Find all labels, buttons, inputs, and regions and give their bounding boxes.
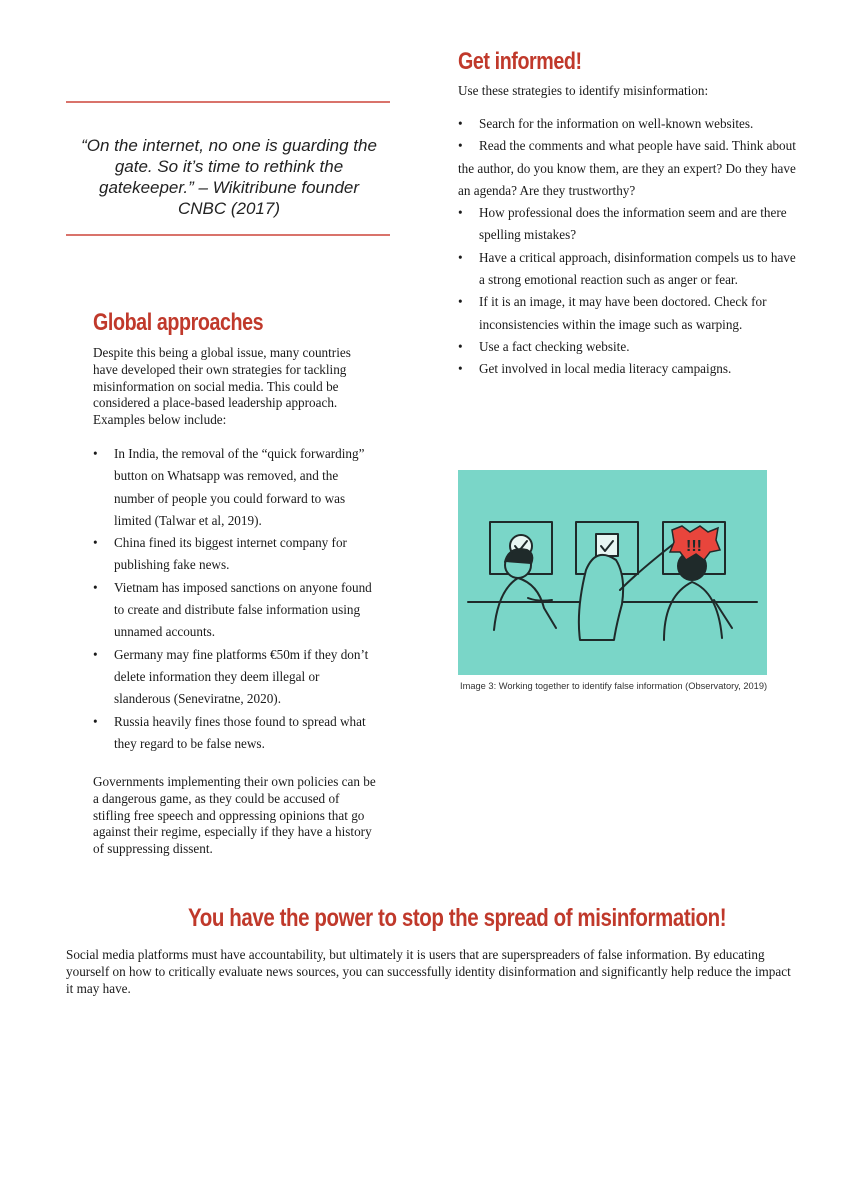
global-approaches-list: [93, 443, 378, 755]
list-item: • If it is an image, it may have been doctored. Check for inconsistencies within the image such as warping.: [458, 291, 798, 336]
person-left-body: [494, 578, 556, 630]
list-item: • Russia heavily fines those found to spread what they regard to be false news.: [93, 711, 378, 756]
list-item: • Use a fact checking website.: [458, 336, 798, 358]
get-informed-intro: Use these strategies to identify misinformation:: [458, 83, 709, 98]
global-approaches-heading: Global approaches: [93, 309, 264, 336]
list-item: [458, 135, 798, 202]
power-heading: You have the power to stop the spread of misinformation!: [188, 904, 727, 932]
get-informed-list: [458, 113, 798, 381]
list-item: • Germany may fine platforms €50m if they don’t delete information they deem illegal or slanderous (Seneviratne, 2020).: [93, 644, 378, 711]
list-item: • How professional does the information seem and are there spelling mistakes?: [458, 202, 798, 247]
list-item: • In India, the removal of the “quick forwarding” button on Whatsapp was removed, and the number of people you could forward to was limited (Talwar et al, 2019).: [93, 443, 378, 532]
list-item-text: Read the comments and what people have said. Think about the author, do you know them, are they an expert? Do they have an agenda? Are they trustworthy?: [458, 138, 796, 198]
list-item: • Vietnam has imposed sanctions on anyone found to create and distribute false information using unnamed accounts.: [93, 577, 378, 644]
list-item: • Search for the information on well-known websites.: [458, 113, 798, 135]
list-item: • China fined its biggest internet company for publishing fake news.: [93, 532, 378, 577]
pull-quote: “On the internet, no one is guarding the gate. So it’s time to rethink the gatekeeper.” – Wikitribune founder CNBC (2017): [81, 136, 377, 218]
illustration-drawing: [458, 470, 767, 675]
quote-top-rule: [66, 101, 390, 103]
list-item: • Have a critical approach, disinformation compels us to have a strong emotional reaction such as anger or fear.: [458, 247, 798, 292]
person-right-body: [664, 582, 722, 640]
alert-text: !!!: [686, 538, 702, 555]
list-item: • Get involved in local media literacy campaigns.: [458, 358, 798, 380]
check-icon: [596, 534, 618, 556]
quote-bottom-rule: [66, 234, 390, 236]
global-approaches-intro: Despite this being a global issue, many countries have developed their own strategies for tackling misinformation on social media. This could be considered a place-based leadership approach. Examples below include:: [93, 345, 351, 428]
power-paragraph: Social media platforms must have accountability, but ultimately it is users that are superspreaders of false information. By educating yourself on how to critically evaluate news sources, you can successfully identity disinformation and significantly help reduce the impact it may have.: [66, 947, 791, 996]
illustration-working-together: [458, 470, 767, 675]
figure-caption: Image 3: Working together to identify false information (Observatory, 2019): [460, 681, 768, 691]
get-informed-heading: Get informed!: [458, 48, 582, 75]
global-approaches-closing: Governments implementing their own policies can be a dangerous game, as they could be accused of stifling free speech and oppressing opinions that go against their regime, especially if they have a history of suppressing dissent.: [93, 774, 376, 857]
